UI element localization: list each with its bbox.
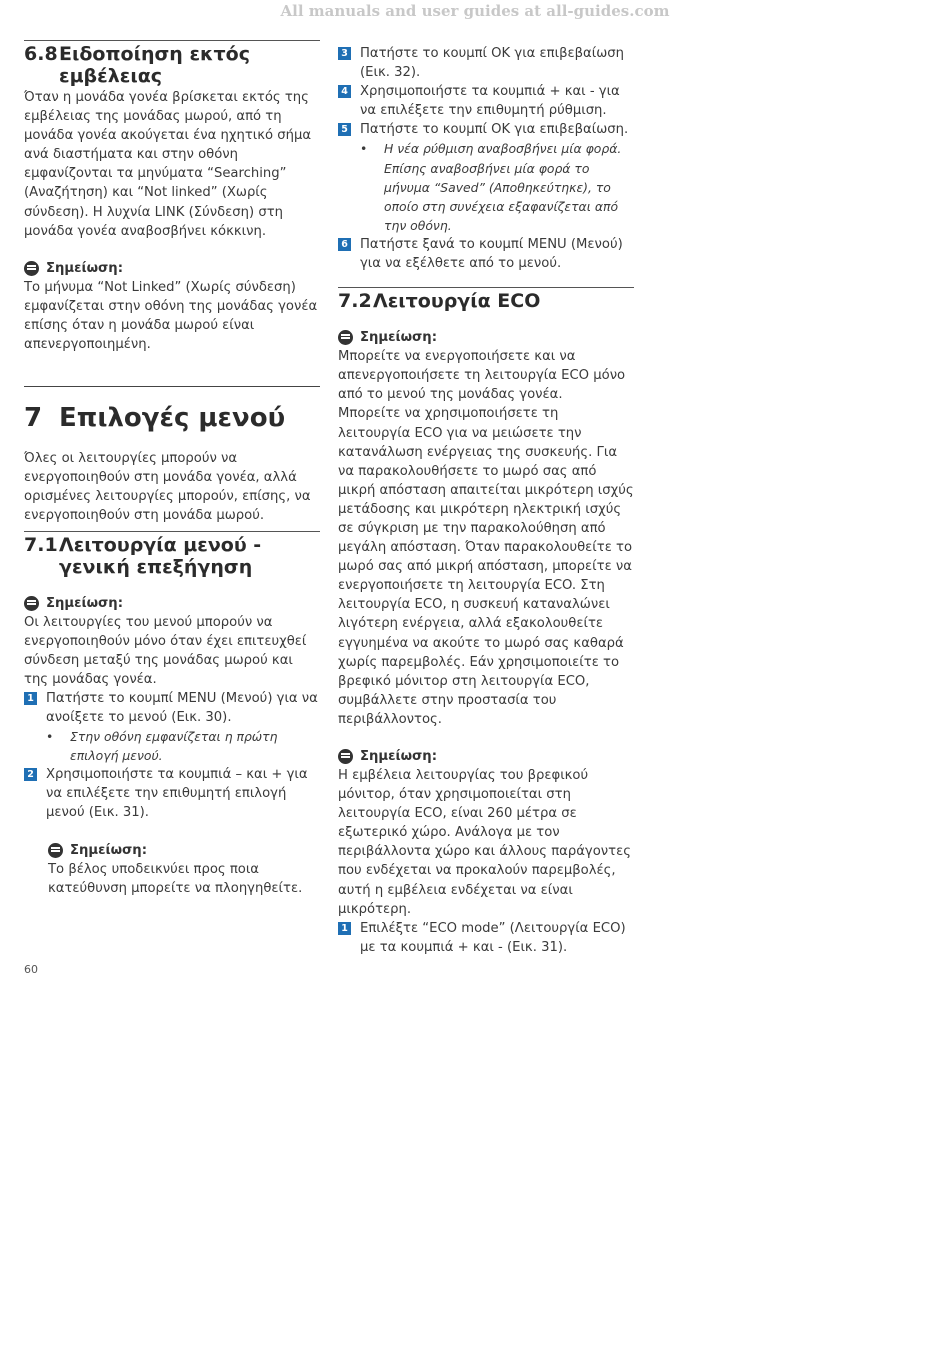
section-7-2-heading xyxy=(338,288,634,312)
step-text: Πατήστε ξανά το κουμπί MENU (Μενού) για να εξέλθετε από το μενού. xyxy=(360,236,623,272)
section-title: Ειδοποίηση εκτός εμβέλειας xyxy=(59,43,250,87)
note-heading xyxy=(338,328,634,347)
note-heading xyxy=(24,259,320,278)
bullet-text: Η νέα ρύθμιση αναβοσβήνει μία φορά. Επίσης αναβοσβήνει μία φορά το μήνυμα “Saved” (Αποθηκεύτηκε), το οποίο στη συνέχεια εξαφανίζεται από την οθόνη. xyxy=(384,141,622,233)
step-text: Χρησιμοποιήστε τα κουμπιά + και - για να επιλέξετε την επιθυμητή ρύθμιση. xyxy=(360,84,620,119)
chapter-7-body: Όλες οι λειτουργίες μπορούν να ενεργοποιηθούν στη μονάδα γονέα, αλλά ορισμένες λειτουργίες μπορούν, επίσης, να ενεργοποιηθούν στη μονάδα μωρού. xyxy=(24,451,311,524)
note-label: Σημείωση: xyxy=(360,749,437,764)
note-body: Το βέλος υποδεικνύει προς ποια κατεύθυνση μπορείτε να πλοηγηθείτε. xyxy=(48,861,303,896)
note-heading xyxy=(48,841,320,860)
step-item xyxy=(338,120,634,139)
step-number-badge: 2 xyxy=(24,768,37,781)
note-label: Σημείωση: xyxy=(46,260,123,276)
note-body: Η εμβέλεια λειτουργίας του βρεφικού μόνιτορ, όταν χρησιμοποιείται στη λειτουργία ECO, είναι 260 μέτρα σε εξωτερικό χώρο. Ανάλογα με τον περιβάλλοντα χώρο και άλλους παράγοντες που ενδέχεται να προκαλούν παρεμβολές, αυτή η εμβέλεια ενδέχεται να είναι μικρότερη. xyxy=(338,768,631,917)
step-text: Πατήστε το κουμπί OK για επιβεβαίωση. xyxy=(360,122,629,138)
right-column xyxy=(338,44,634,957)
note-label: Σημείωση: xyxy=(46,595,123,611)
step-text: Πατήστε το κουμπί MENU (Μενού) για να ανοίξετε το μενού (Εικ. 30). xyxy=(46,690,318,725)
section-number: 7.2 xyxy=(338,290,372,313)
note-heading xyxy=(338,747,634,766)
watermark: All manuals and user guides at all-guides.com xyxy=(280,2,670,20)
step-text: Πατήστε το κουμπί OK για επιβεβαίωση (Εικ. 32). xyxy=(360,46,624,81)
note-icon xyxy=(338,330,353,345)
section-7-2-body: Μπορείτε να χρησιμοποιήσετε τη λειτουργία ECO για να μειώσετε την κατανάλωση ενέργειας της συσκευής. Για να παρακολουθήσετε το μωρό σας από μικρή απόσταση απαιτείται μικρότερη ισχύς μετάδοσης και μικρότερη ηλεκτρική ισχύς σε σύγκριση με την παρακολούθηση από μεγάλη απόσταση. Όταν παρακολουθείτε το μωρό σας από μικρή απόσταση, μπορείτε να ενεργοποιήσετε τη λειτουργία ECO. Στη λειτουργία ECO, η συσκευή καταναλώνει λιγότερη ενέργεια, αλλά εξακολουθείτε εγγυημένα να ακούτε το μωρό σας καθαρά χωρίς παρεμβολές. Εάν χρησιμοποιείτε το βρεφικό μόνιτορ στη λειτουργία ECO, συμβάλλετε στην προστασία του περιβάλλοντος. xyxy=(338,406,634,727)
section-6-8-body: Όταν η μονάδα γονέα βρίσκεται εκτός της εμβέλειας της μονάδας μωρού, από τη μονάδα γονέα ακούγεται ένα ηχητικό σήμα ανά διαστήματα και στην οθόνη εμφανίζονται τα μηνύματα “Searching” (Αναζήτηση) και “Not linked” (Χωρίς σύνδεση). Η λυχνία LINK (Σύνδεση) στη μονάδα γονέα αναβοσβήνει κόκκινη. xyxy=(24,90,312,239)
section-number: 7.1 xyxy=(24,533,58,556)
step-item xyxy=(338,82,634,120)
note-label: Σημείωση: xyxy=(360,330,437,346)
note-body: Μπορείτε να ενεργοποιήσετε και να απενεργοποιήσετε τη λειτουργία ECO μόνο από το μενού της μονάδας γονέα. xyxy=(338,349,626,403)
note-body: Οι λειτουργίες του μενού μπορούν να ενεργοποιηθούν μόνο όταν έχει επιτευχθεί σύνδεση μεταξύ της μονάδας μωρού και της μονάδας γονέα. xyxy=(24,614,307,687)
note-heading xyxy=(24,594,320,613)
bullet-text: Στην οθόνη εμφανίζεται η πρώτη επιλογή μενού. xyxy=(70,729,278,764)
step-number-badge: 3 xyxy=(338,47,351,60)
section-6-8-heading xyxy=(24,41,320,87)
step-text: Επιλέξτε “ECO mode” (Λειτουργία ECO) με τα κουμπιά + και - (Εικ. 31). xyxy=(360,920,626,955)
note-icon xyxy=(338,749,353,764)
section-title: Λειτουργία μενού - γενική επεξήγηση xyxy=(59,533,262,578)
chapter-7-heading xyxy=(24,387,320,433)
step-item xyxy=(338,44,634,82)
bullet-item: • Η νέα ρύθμιση αναβοσβήνει μία φορά. Επίσης αναβοσβήνει μία φορά το μήνυμα “Saved” (Αποθηκεύτηκε), το οποίο στη συνέχεια εξαφανίζεται από την οθόνη. xyxy=(338,139,634,234)
step-item xyxy=(24,689,320,727)
chapter-number: 7 xyxy=(24,403,43,434)
step-item xyxy=(338,919,634,957)
step-text: Χρησιμοποιήστε τα κουμπιά – και + για να επιλέξετε την επιθυμητή επιλογή μενού (Εικ. 31). xyxy=(46,767,308,821)
note-icon xyxy=(48,843,63,858)
step-number-badge: 1 xyxy=(24,692,37,705)
step-item xyxy=(338,235,634,273)
step-number-badge: 5 xyxy=(338,123,351,136)
step-number-badge: 1 xyxy=(338,922,351,935)
left-column xyxy=(24,40,320,898)
step-number-badge: 6 xyxy=(338,238,351,251)
chapter-title: Επιλογές μενού xyxy=(59,403,286,434)
note-icon xyxy=(24,596,39,611)
page-number: 60 xyxy=(24,963,38,976)
section-number: 6.8 xyxy=(24,43,58,65)
note-icon xyxy=(24,261,39,276)
step-number-badge: 4 xyxy=(338,85,351,98)
section-title: Λειτουργία ECO xyxy=(373,290,541,313)
note-label: Σημείωση: xyxy=(70,842,147,858)
bullet-item: • Στην οθόνη εμφανίζεται η πρώτη επιλογή μενού. xyxy=(24,727,320,765)
section-7-1-heading xyxy=(24,532,320,578)
step-item xyxy=(24,765,320,822)
note-body: Το μήνυμα “Not Linked” (Χωρίς σύνδεση) εμφανίζεται στην οθόνη της μονάδας γονέα επίσης όταν η μονάδα μωρού είναι απενεργοποιημένη. xyxy=(24,279,318,353)
